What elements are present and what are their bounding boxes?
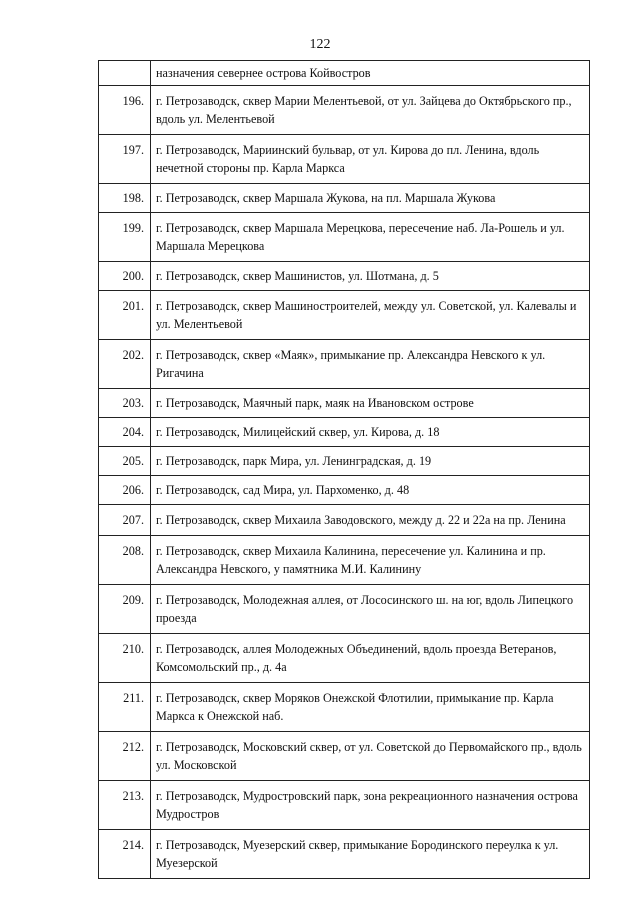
row-description: г. Петрозаводск, сквер Машиностроителей, между ул. Советской, ул. Калевалы и ул. Мелентьевой	[151, 291, 590, 340]
table-row	[99, 447, 590, 476]
register-table	[98, 60, 590, 879]
row-description: г. Петрозаводск, сквер Маршала Мерецкова, пересечение наб. Ла-Рошель и ул. Маршала Мерецкова	[151, 213, 590, 262]
table-row	[99, 683, 590, 732]
row-description: г. Петрозаводск, сквер Марии Мелентьевой, от ул. Зайцева до Октябрьского пр., вдоль ул. Мелентьевой	[151, 86, 590, 135]
row-number: 209.	[99, 585, 151, 634]
row-description: г. Петрозаводск, сквер Моряков Онежской Флотилии, примыкание пр. Карла Маркса к Онежской наб.	[151, 683, 590, 732]
row-description: г. Петрозаводск, парк Мира, ул. Ленинградская, д. 19	[151, 447, 590, 476]
table-row	[99, 135, 590, 184]
row-number: 202.	[99, 340, 151, 389]
row-number: 198.	[99, 184, 151, 213]
row-description: г. Петрозаводск, Муезерский сквер, примыкание Бородинского переулка к ул. Муезерской	[151, 830, 590, 879]
row-description: г. Петрозаводск, сквер Михаила Калинина, пересечение ул. Калинина и пр. Александра Невского, у памятника М.И. Калинину	[151, 536, 590, 585]
row-number	[99, 61, 151, 86]
table-row	[99, 476, 590, 505]
row-number: 203.	[99, 389, 151, 418]
row-description: г. Петрозаводск, Московский сквер, от ул. Советской до Первомайского пр., вдоль ул. Московской	[151, 732, 590, 781]
table-row	[99, 830, 590, 879]
row-number: 204.	[99, 418, 151, 447]
row-description: г. Петрозаводск, сад Мира, ул. Пархоменко, д. 48	[151, 476, 590, 505]
table-row	[99, 213, 590, 262]
row-description: г. Петрозаводск, сквер «Маяк», примыкание пр. Александра Невского к ул. Ригачина	[151, 340, 590, 389]
row-number: 210.	[99, 634, 151, 683]
row-description: г. Петрозаводск, Маячный парк, маяк на Ивановском острове	[151, 389, 590, 418]
row-number: 214.	[99, 830, 151, 879]
table-row	[99, 781, 590, 830]
row-number: 208.	[99, 536, 151, 585]
row-number: 199.	[99, 213, 151, 262]
table-row	[99, 505, 590, 536]
table-row	[99, 86, 590, 135]
row-description: г. Петрозаводск, сквер Маршала Жукова, на пл. Маршала Жукова	[151, 184, 590, 213]
row-description: г. Петрозаводск, Молодежная аллея, от Лососинского ш. на юг, вдоль Липецкого проезда	[151, 585, 590, 634]
row-number: 200.	[99, 262, 151, 291]
table-row	[99, 340, 590, 389]
table-row	[99, 585, 590, 634]
row-description: назначения севернее острова Койвостров	[151, 61, 590, 86]
row-number: 201.	[99, 291, 151, 340]
table-row	[99, 184, 590, 213]
row-description: г. Петрозаводск, Мудростровский парк, зона рекреационного назначения острова Мудростров	[151, 781, 590, 830]
row-number: 197.	[99, 135, 151, 184]
row-description: г. Петрозаводск, сквер Михаила Заводовского, между д. 22 и 22а на пр. Ленина	[151, 505, 590, 536]
table-row	[99, 536, 590, 585]
table-row	[99, 262, 590, 291]
table-row	[99, 61, 590, 86]
row-number: 212.	[99, 732, 151, 781]
table-row	[99, 389, 590, 418]
row-number: 196.	[99, 86, 151, 135]
row-number: 207.	[99, 505, 151, 536]
row-description: г. Петрозаводск, аллея Молодежных Объединений, вдоль проезда Ветеранов, Комсомольский пр., д. 4а	[151, 634, 590, 683]
table-row	[99, 634, 590, 683]
row-description: г. Петрозаводск, Милицейский сквер, ул. Кирова, д. 18	[151, 418, 590, 447]
row-number: 205.	[99, 447, 151, 476]
table-row	[99, 418, 590, 447]
row-description: г. Петрозаводск, сквер Машинистов, ул. Шотмана, д. 5	[151, 262, 590, 291]
row-number: 206.	[99, 476, 151, 505]
row-description: г. Петрозаводск, Мариинский бульвар, от ул. Кирова до пл. Ленина, вдоль нечетной стороны пр. Карла Маркса	[151, 135, 590, 184]
table-row	[99, 291, 590, 340]
page-number: 122	[309, 37, 331, 52]
table-row	[99, 732, 590, 781]
row-number: 211.	[99, 683, 151, 732]
row-number: 213.	[99, 781, 151, 830]
